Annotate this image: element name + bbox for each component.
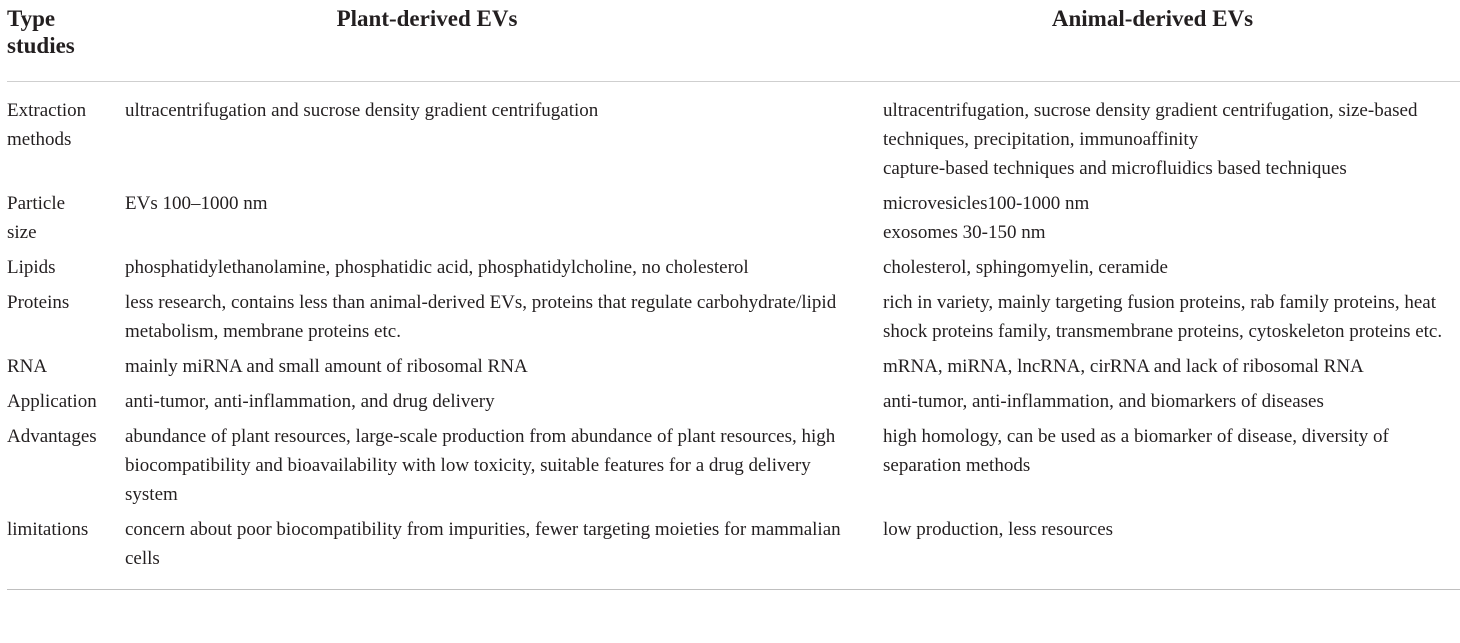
animal-derived-cell — [881, 82, 1460, 190]
plant-derived-cell — [123, 422, 881, 515]
header-animal-derived: Animal-derived EVs — [881, 0, 1460, 82]
row-label-text: Application — [7, 391, 97, 412]
row-label-cell — [7, 352, 123, 387]
animal-derived-cell — [881, 189, 1460, 253]
animal-derived-text: low production, less resources — [883, 519, 1114, 540]
plant-derived-text: concern about poor biocompatibility from impurities, fewer targeting moieties for mammalian cells — [125, 519, 841, 569]
ev-comparison-table — [7, 0, 1460, 590]
table-body — [7, 82, 1460, 590]
animal-derived-cell — [881, 387, 1460, 422]
row-label-cell — [7, 422, 123, 515]
row-label-text: Lipids — [7, 257, 56, 278]
row-label-text: limitations — [7, 519, 89, 540]
row-label-cell — [7, 288, 123, 352]
table-header — [7, 0, 1460, 82]
row-label-text: methods — [7, 129, 72, 150]
plant-derived-cell — [123, 387, 881, 422]
animal-derived-cell — [881, 352, 1460, 387]
row-label-text: size — [7, 222, 37, 243]
row-label-text: Extraction — [7, 100, 87, 121]
animal-derived-text: rich in variety, mainly targeting fusion proteins, rab family proteins, heat shock proteins family, transmembrane proteins, cytoskeleton proteins etc. — [883, 292, 1443, 342]
header-type-studies — [7, 0, 123, 82]
animal-derived-text: anti-tumor, anti-inflammation, and biomarkers of diseases — [883, 391, 1324, 412]
plant-derived-cell — [123, 189, 881, 253]
plant-derived-cell — [123, 253, 881, 288]
header-type-line-1: Type — [7, 6, 56, 31]
table-row — [7, 422, 1460, 515]
row-label-cell — [7, 515, 123, 590]
animal-derived-text: microvesicles100-1000 nm — [883, 193, 1090, 214]
animal-derived-text: mRNA, miRNA, lncRNA, cirRNA and lack of ribosomal RNA — [883, 356, 1364, 377]
animal-derived-text: exosomes 30-150 nm — [883, 222, 1046, 243]
animal-derived-text: high homology, can be used as a biomarker of disease, diversity of separation methods — [883, 426, 1389, 476]
header-type-line-2: studies — [7, 33, 75, 58]
plant-derived-text: mainly miRNA and small amount of ribosomal RNA — [125, 356, 528, 377]
animal-derived-cell — [881, 515, 1460, 590]
plant-derived-text: EVs 100–1000 nm — [125, 193, 268, 214]
table-row — [7, 515, 1460, 590]
plant-derived-text: phosphatidylethanolamine, phosphatidic acid, phosphatidylcholine, no cholesterol — [125, 257, 749, 278]
plant-derived-text: ultracentrifugation and sucrose density gradient centrifugation — [125, 100, 599, 121]
table-row — [7, 352, 1460, 387]
plant-derived-text: less research, contains less than animal-derived EVs, proteins that regulate carbohydrate/lipid metabolism, membrane proteins etc. — [125, 292, 837, 342]
row-label-text: Advantages — [7, 426, 97, 447]
plant-derived-cell — [123, 288, 881, 352]
table-row — [7, 189, 1460, 253]
animal-derived-cell — [881, 422, 1460, 515]
row-label-text: RNA — [7, 356, 48, 377]
plant-derived-cell — [123, 352, 881, 387]
table-row — [7, 82, 1460, 190]
row-label-text: Particle — [7, 193, 66, 214]
plant-derived-text: abundance of plant resources, large-scale production from abundance of plant resources, high biocompatibility and bioavailability with low toxicity, suitable features for a drug delivery system — [125, 426, 836, 505]
animal-derived-cell — [881, 253, 1460, 288]
plant-derived-cell — [123, 515, 881, 590]
animal-derived-cell — [881, 288, 1460, 352]
plant-derived-cell — [123, 82, 881, 190]
header-row — [7, 0, 1460, 82]
row-label-text: Proteins — [7, 292, 70, 313]
animal-derived-text: cholesterol, sphingomyelin, ceramide — [883, 257, 1168, 278]
animal-derived-text: capture-based techniques and microfluidics based techniques — [883, 158, 1347, 179]
plant-derived-text: anti-tumor, anti-inflammation, and drug delivery — [125, 391, 495, 412]
table-row — [7, 253, 1460, 288]
row-label-cell — [7, 189, 123, 253]
table-row — [7, 387, 1460, 422]
row-label-cell — [7, 387, 123, 422]
header-plant-derived: Plant-derived EVs — [123, 0, 881, 82]
row-label-cell — [7, 253, 123, 288]
animal-derived-text: ultracentrifugation, sucrose density gradient centrifugation, size-based techniques, precipitation, immunoaffinity — [883, 100, 1418, 150]
table-row — [7, 288, 1460, 352]
row-label-cell — [7, 82, 123, 190]
